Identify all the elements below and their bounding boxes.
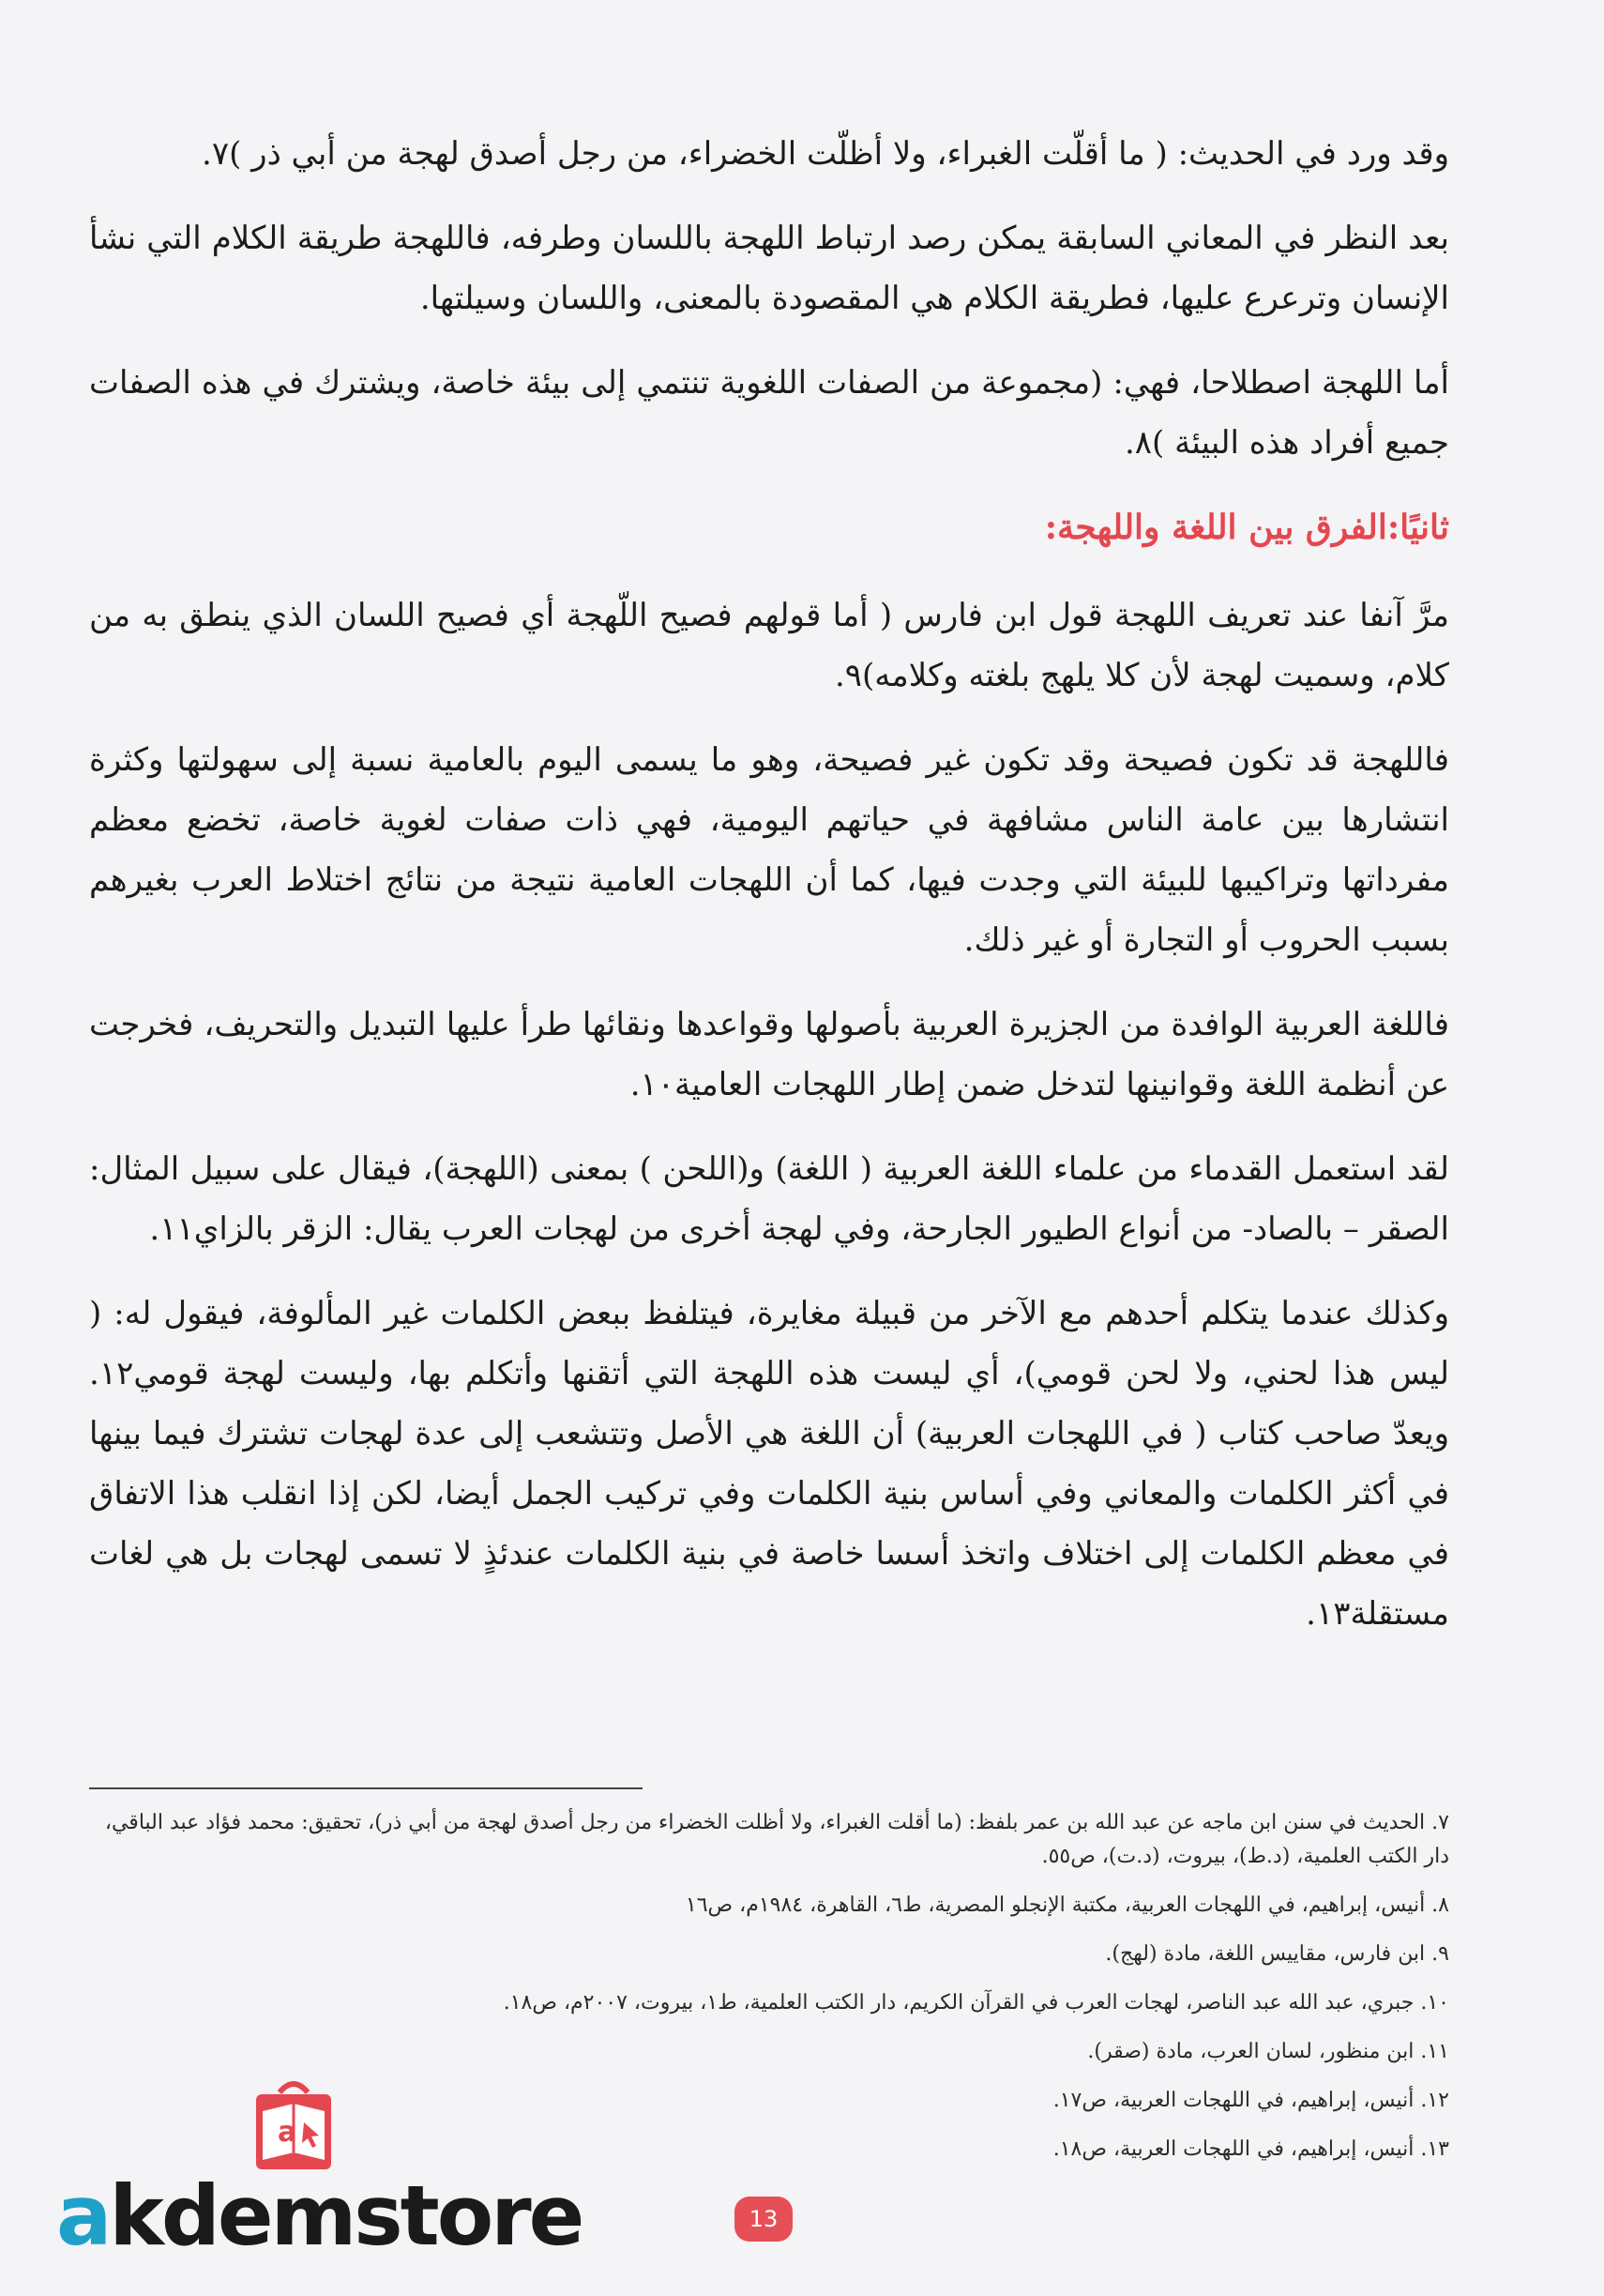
footnote-11: ١١. ابن منظور، لسان العرب، مادة (صقر). xyxy=(1087,2040,1449,2063)
store-logo xyxy=(56,2169,582,2263)
paragraph-dialects: وكذلك عندما يتكلم أحدهم مع الآخر من قبيلة مغايرة، فيتلفظ ببعض الكلمات غير المألوفة، فيقول له: ( ليس هذا لحني، ولا لحن قومي)، أي ليست هذه اللهجة التي أتقنها وأتكلم بها، وليست لهجة قومي١٢. ويعدّ صاحب كتاب ( في اللهجات العربية) أن اللغة هي الأصل وتتشعب إلى عدة لهجات تشترك فيما بينها في أكثر الكلمات والمعاني وفي أساس بنية الكلمات وفي تركيب الجمل أيضا، لكن إذا انقلب هذا الاتفاق في معظم الكلمات إلى اختلاف واتخذ أسسا خاصة في بنية الكلمات عندئذٍ لا تسمى لهجات بل هي لغات مستقلة١٣. xyxy=(89,1295,1449,1633)
page-number: 13 xyxy=(734,2197,793,2242)
logo-letter-a: a xyxy=(56,2167,110,2264)
footnote-12: ١٢. أنيس، إبراهيم، في اللهجات العربية، ص١٧. xyxy=(1052,2089,1449,2112)
paragraph-arabic-change: فاللغة العربية الوافدة من الجزيرة العربية بأصولها وقواعدها ونقائها طرأ عليها التبديل والتحريف، فخرجت عن أنظمة اللغة وقوانينها لتدخل ضمن إطار اللهجات العامية١٠. xyxy=(89,1006,1449,1103)
main-text xyxy=(89,124,1449,1668)
footnote-divider xyxy=(89,1787,643,1789)
paragraph-colloquial: فاللهجة قد تكون فصيحة وقد تكون غير فصيحة، وهو ما يسمى اليوم بالعامية نسبة إلى سهولتها وكثرة انتشارها بين عامة الناس مشافهة في حياتهم اليومية، فهي ذات صفات لغوية خاصة، تخضع معظم مفرداتها وتراكيبها للبيئة التي وجدت فيها، كما أن اللهجات العامية نتيجة من نتائج اختلاط العرب بغيرهم بسبب الحروب أو التجارة أو غير ذلك. xyxy=(89,741,1449,959)
paragraph-ancients: لقد استعمل القدماء من علماء اللغة العربية ( اللغة) و(اللحن ) بمعنى (اللهجة)، فيقال على سبيل المثال: الصقر – بالصاد- من أنواع الطيور الجارحة، وفي لهجة أخرى من لهجات العرب يقال: الزقر بالزاي١١. xyxy=(89,1150,1449,1248)
footnote-9: ٩. ابن فارس، مقاييس اللغة، مادة (لهج). xyxy=(1105,1942,1449,1966)
footnote-10: ١٠. جبري، عبد الله عبد الناصر، لهجات العرب في القرآن الكريم، دار الكتب العلمية، ط١، بيروت، ٢٠٠٧م، ص١٨. xyxy=(503,1991,1449,2015)
paragraph-ibn-faris: مرَّ آنفا عند تعريف اللهجة قول ابن فارس ( أما قولهم فصيح اللّهجة أي فصيح اللسان الذي ينطق به من كلام، وسميت لهجة لأن كلا يلهج بلغته وكلامه)٩. xyxy=(89,597,1449,694)
footnote-7: ٧. الحديث في سنن ابن ماجه عن عبد الله بن عمر بلفظ: (ما أقلت الغبراء، ولا أظلت الخضراء من رجل أصدق لهجة من أبي ذر)، تحقيق: محمد فؤاد عبد الباقي، دار الكتب العلمية، (د.ط)، بيروت، (د.ت)، ص٥٥. xyxy=(104,1811,1449,1868)
logo-wordmark: kdemstore xyxy=(109,2167,583,2264)
footnote-13: ١٣. أنيس، إبراهيم، في اللهجات العربية، ص١٨. xyxy=(1052,2137,1449,2161)
section-heading: ثانيًا:الفرق بين اللغة واللهجة: xyxy=(1044,508,1449,547)
book-bag-logo-icon xyxy=(242,2074,345,2177)
paragraph-hadith: وقد ورد في الحديث: ( ما أقلّت الغبراء، ولا أظلّت الخضراء، من رجل أصدق لهجة من أبي ذر )٧. xyxy=(202,135,1449,173)
paragraph-meaning: بعد النظر في المعاني السابقة يمكن رصد ارتباط اللهجة باللسان وطرفه، فاللهجة طريقة الكلام التي نشأ الإنسان وترعرع عليها، فطريقة الكلام هي المقصودة بالمعنى، واللسان وسيلتها. xyxy=(89,220,1449,317)
paragraph-definition: أما اللهجة اصطلاحا، فهي: (مجموعة من الصفات اللغوية تنتمي إلى بيئة خاصة، ويشترك في هذه الصفات جميع أفراد هذه البيئة )٨. xyxy=(89,364,1449,462)
footnote-8: ٨. أنيس، إبراهيم، في اللهجات العربية، مكتبة الإنجلو المصرية، ط٦، القاهرة، ١٩٨٤م، ص١٦ xyxy=(685,1893,1449,1917)
logo-badge-letter: a xyxy=(278,2116,297,2149)
